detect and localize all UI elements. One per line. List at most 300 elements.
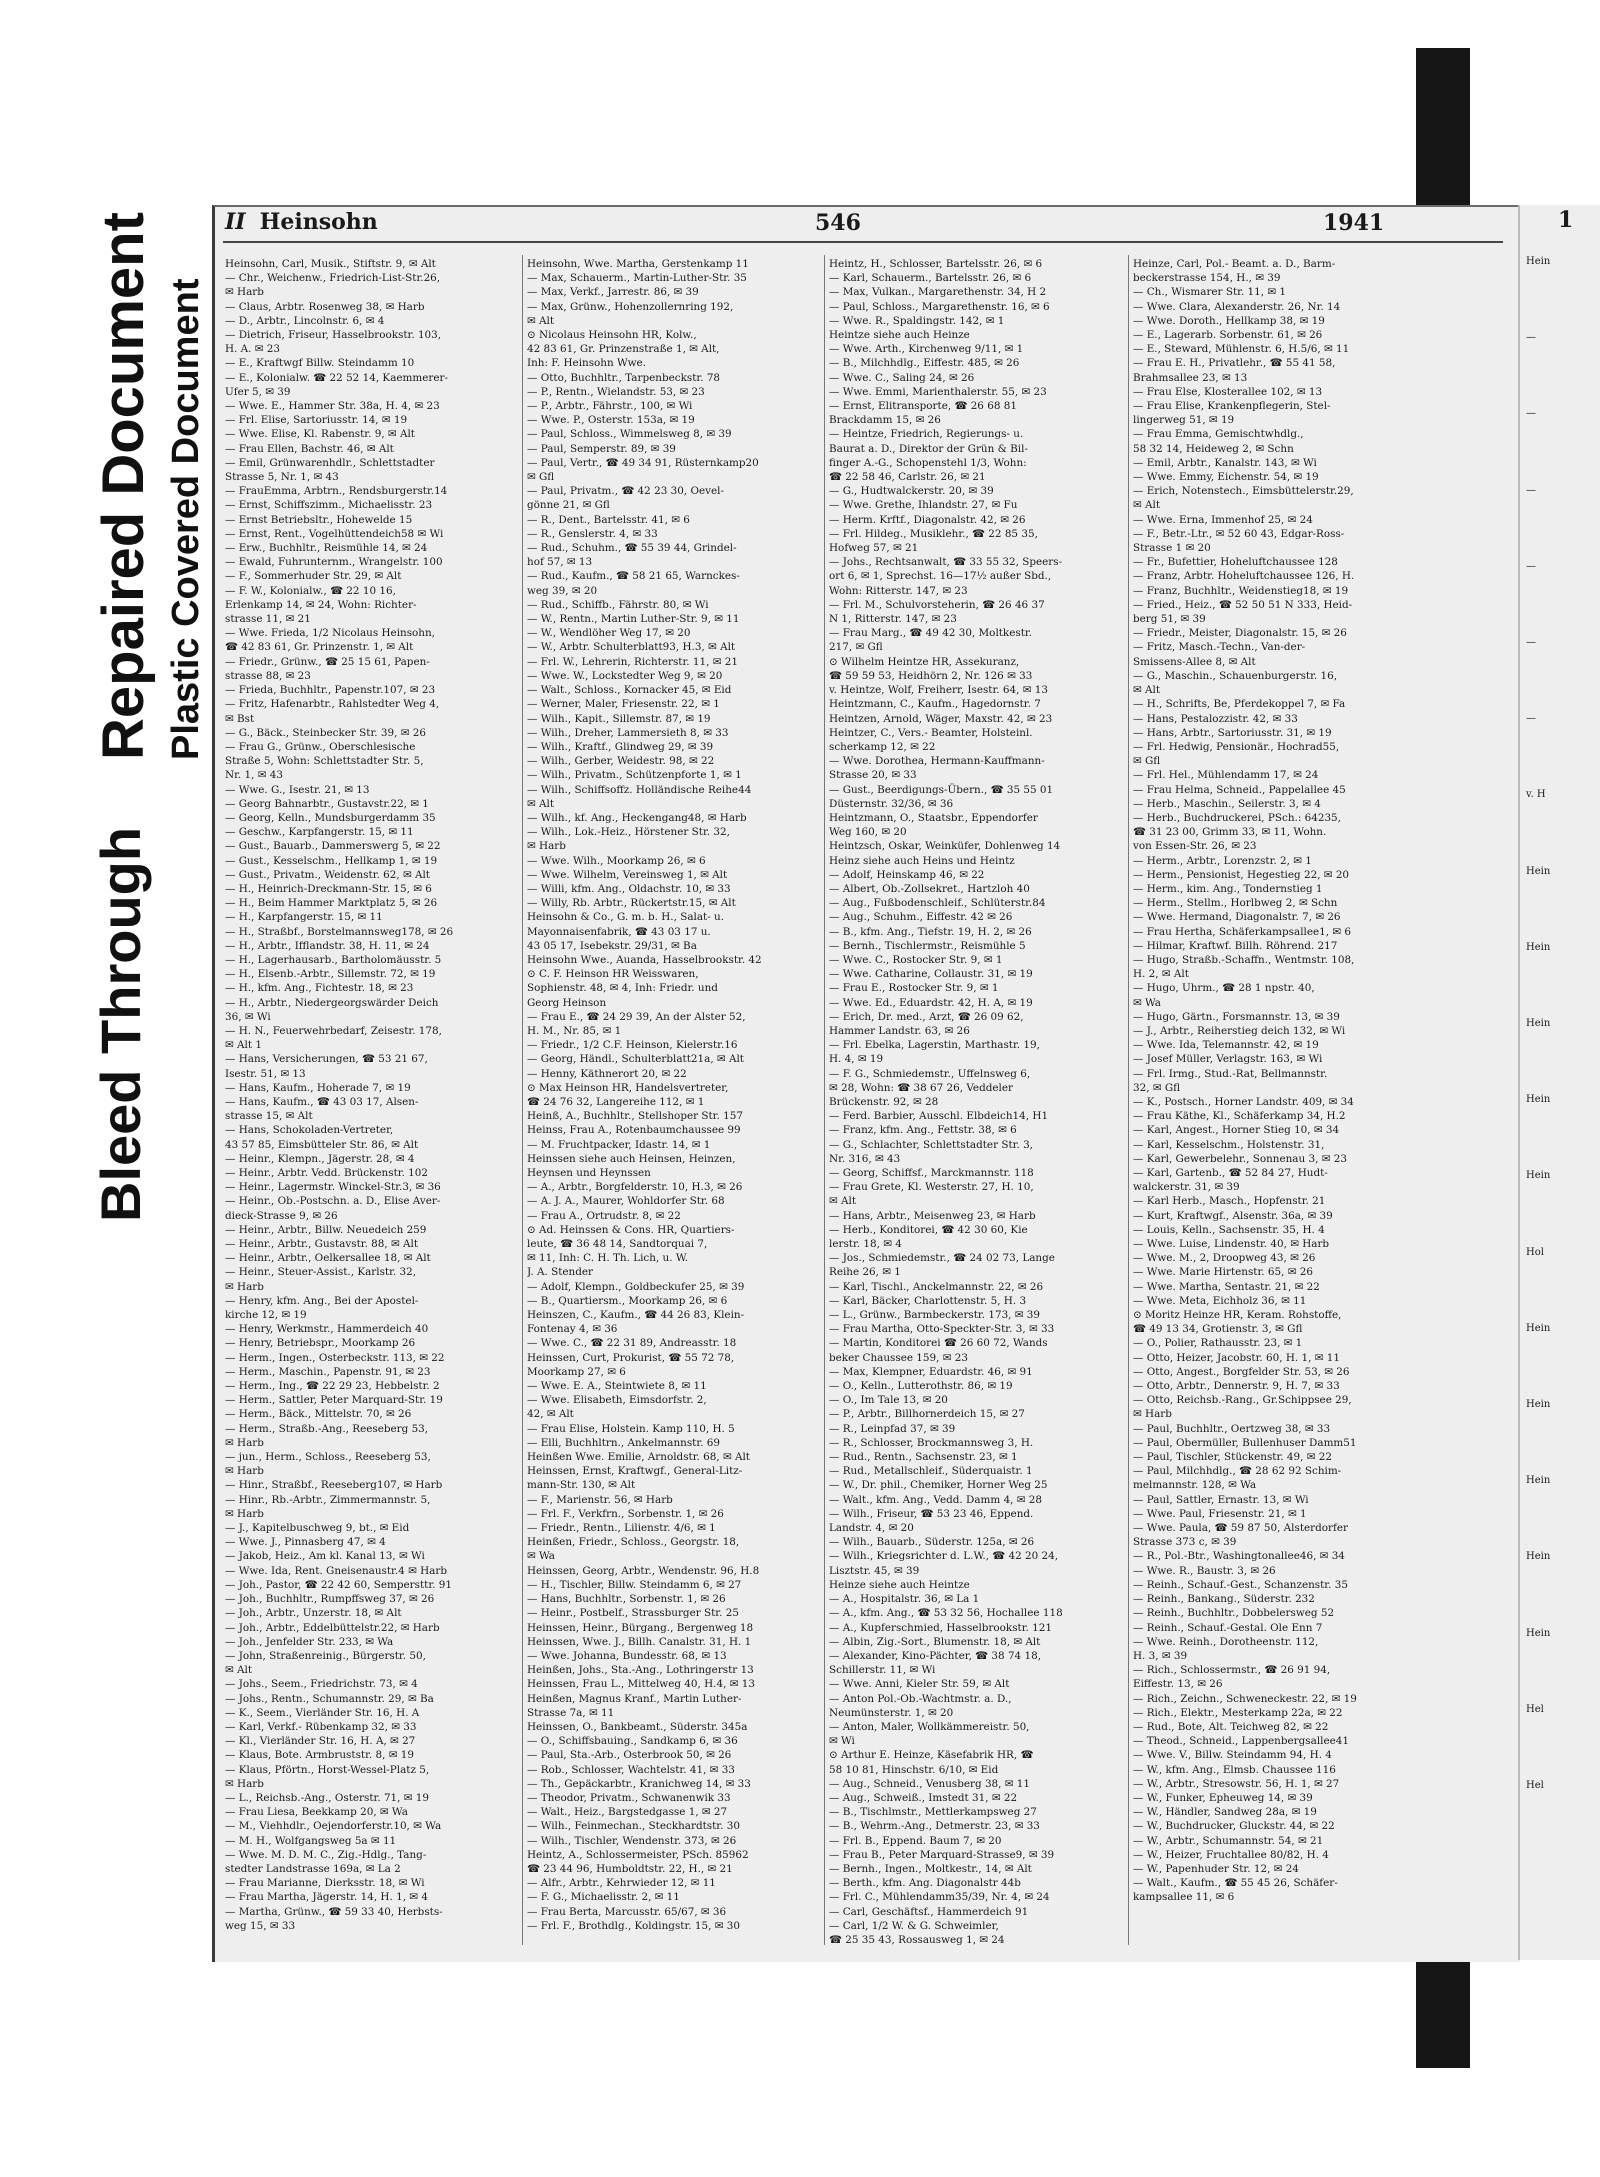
directory-entry: Strasse 5, Nr. 1, ✉ 43 (225, 471, 339, 484)
directory-entry: — Hinr., Rb.-Arbtr., Zimmermannstr. 5, (225, 1493, 431, 1506)
directory-entry: — A., kfm. Ang., ☎ 53 32 56, Hochallee 118 (829, 1607, 1063, 1620)
next-page-fragment: — (1526, 560, 1536, 572)
directory-entry: — Friedr., Meister, Diagonalstr. 15, ✉ 26 (1133, 627, 1347, 640)
directory-entry: — Gust., Privatm., Weidenstr. 62, ✉ Alt (225, 868, 430, 881)
directory-entry: — Wwe. E., Hammer Str. 38a, H. 4, ✉ 23 (225, 400, 440, 413)
directory-entry: — A. J. A., Maurer, Wohldorfer Str. 68 (527, 1195, 725, 1208)
directory-entry: Heintze siehe auch Heinze (829, 329, 970, 342)
directory-entry: — Emil, Grünwarenhdlr., Schlettstadter (225, 456, 435, 469)
directory-entry: — Aug., Schuhm., Eiffestr. 42 ✉ 26 (829, 911, 1013, 924)
directory-entry: — Aug., Fußbodenschleif., Schlüterstr.84 (829, 897, 1046, 910)
directory-entry: — Wilh., kf. Ang., Heckengang48, ✉ Harb (527, 811, 747, 824)
directory-entry: — Rud., Schiffb., Fährstr. 80, ✉ Wi (527, 598, 709, 611)
directory-entry: — Wwe. M., 2, Droopweg 43, ✉ 26 (1133, 1252, 1316, 1265)
directory-entry: — Frau Martha, Jägerstr. 14, H. 1, ✉ 4 (225, 1891, 428, 1904)
directory-entry: Heinssen, Georg, Arbtr., Wendenstr. 96, H.8 (527, 1564, 760, 1577)
directory-entry: — Wwe. Grethe, Ihlandstr. 27, ✉ Fu (829, 499, 1018, 512)
directory-entry: — Alfr., Arbtr., Kehrwieder 12, ✉ 11 (527, 1877, 716, 1890)
directory-entry: — Wilh., Dreher, Lammersieth 8, ✉ 33 (527, 726, 729, 739)
directory-entry: — Otto, Buchhltr., Tarpenbeckstr. 78 (527, 371, 721, 384)
directory-entry: — Berth., kfm. Ang. Diagonalstr 44b (829, 1877, 1021, 1890)
directory-entry: — W., Heizer, Fruchtallee 80/82, H. 4 (1133, 1848, 1329, 1861)
directory-entry: ⊙ C. F. Heinson HR Weisswaren, (527, 968, 699, 981)
directory-entry: Weg 160, ✉ 20 (829, 826, 907, 839)
directory-entry: — Wwe. Hermand, Diagonalstr. 7, ✉ 26 (1133, 911, 1341, 924)
directory-entry: berg 51, ✉ 39 (1133, 613, 1206, 626)
directory-entry: — Frau Martha, Otto-Speckter-Str. 3, ✉ 33 (829, 1323, 1055, 1336)
directory-entry: — Friedr., Grünw., ☎ 25 15 61, Papen- (225, 655, 430, 668)
directory-entry: — Wwe. G., Isestr. 21, ✉ 13 (225, 783, 370, 796)
directory-entry: — Wwe. Anni, Kieler Str. 59, ✉ Alt (829, 1678, 1010, 1691)
directory-entry: — A., Arbtr., Borgfelderstr. 10, H.3, ✉ 26 (527, 1181, 743, 1194)
directory-entry: — Frl. C., Mühlendamm35/39, Nr. 4, ✉ 24 (829, 1891, 1050, 1904)
directory-entry: Brackdamm 15, ✉ 26 (829, 414, 941, 427)
directory-entry: H. A. ✉ 23 (225, 343, 281, 356)
directory-entry: — Anton Pol.-Ob.-Wachtmstr. a. D., (829, 1692, 1012, 1705)
directory-entry: Eiffestr. 13, ✉ 26 (1133, 1678, 1223, 1691)
directory-entry: — Frau Marianne, Dierksstr. 18, ✉ Wi (225, 1877, 425, 1890)
directory-entry: — H., kfm. Ang., Fichtestr. 18, ✉ 23 (225, 982, 414, 995)
directory-entry: — Aug., Schneid., Venusberg 38, ✉ 11 (829, 1777, 1030, 1790)
directory-entry: — Carl, Geschäftsf., Hammerdeich 91 (829, 1905, 1029, 1918)
directory-entry: N 1, Ritterstr. 147, ✉ 23 (829, 613, 957, 626)
directory-entry: — Max, Klempner, Eduardstr. 46, ✉ 91 (829, 1365, 1033, 1378)
directory-entry: — F. W., Kolonialw., ☎ 22 10 16, (225, 584, 396, 597)
directory-entry: Sophienstr. 48, ✉ 4, Inh: Friedr. und (527, 982, 718, 995)
directory-entry: — Anton, Maler, Wollkämmereistr. 50, (829, 1720, 1030, 1733)
next-page-fragment: Hein (1526, 1551, 1551, 1563)
directory-entry: Fontenay 4, ✉ 36 (527, 1323, 618, 1336)
directory-entry: — H., Lagerhausarb., Bartholomäusstr. 5 (225, 953, 442, 966)
directory-entry: — P., Arbtr., Fährstr., 100, ✉ Wi (527, 400, 693, 413)
next-page-fragment: — (1526, 332, 1536, 344)
directory-entry: — Otto, Heizer, Jacobstr. 60, H. 1, ✉ 11 (1133, 1351, 1340, 1364)
directory-entry: — Karl, Gartenb., ☎ 52 84 27, Hudt- (1133, 1167, 1328, 1179)
directory-entry: — Alexander, Kino-Pächter, ☎ 38 74 18, (829, 1649, 1041, 1662)
next-page-fragment: — (1526, 713, 1536, 725)
directory-entry: — Rud., Schuhm., ☎ 55 39 44, Grindel- (527, 542, 737, 555)
directory-entry: — Joh., Jenfelder Str. 233, ✉ Wa (225, 1635, 394, 1648)
directory-entry: — Wwe. Arth., Kirchenweg 9/11, ✉ 1 (829, 343, 1024, 356)
directory-entry: — Walt., kfm. Ang., Vedd. Damm 4, ✉ 28 (829, 1493, 1043, 1506)
directory-entry: — Hans, Versicherungen, ☎ 53 21 67, (225, 1053, 428, 1066)
directory-entry: — Max, Vulkan., Margarethenstr. 34, H 2 (829, 286, 1047, 299)
directory-entry: — Paul, Tischler, Stückenstr. 49, ✉ 22 (1133, 1451, 1332, 1464)
directory-entry: — F., Sommerhuder Str. 29, ✉ Alt (225, 570, 402, 583)
directory-entry: Heinssen, O., Bankbeamt., Süderstr. 345a (527, 1720, 748, 1733)
directory-entry: — W., Dr. phil., Chemiker, Horner Weg 25 (829, 1479, 1048, 1492)
directory-entry: — Martha, Grünw., ☎ 59 33 40, Herbsts- (225, 1905, 443, 1918)
directory-entry: Wohn: Ritterstr. 147, ✉ 23 (829, 584, 968, 597)
directory-entry: — Wwe. Marie Hirtenstr. 65, ✉ 26 (1133, 1266, 1313, 1279)
directory-entry: — Paul, Privatm., ☎ 42 23 30, Oevel- (527, 485, 724, 498)
directory-entry: — Th., Gepäckarbtr., Kranichweg 14, ✉ 33 (527, 1777, 751, 1790)
directory-entry: — Wilh., Tischler, Wendenstr. 373, ✉ 26 (527, 1834, 737, 1847)
directory-entry: — Wwe. R., Baustr. 3, ✉ 26 (1133, 1564, 1276, 1577)
directory-entry: finger A.-G., Schopenstehl 1/3, Wohn: (829, 456, 1027, 469)
directory-entry: — Wwe. C., ☎ 22 31 89, Andreasstr. 18 (527, 1337, 737, 1350)
directory-entry: — H., Arbtr., Ifflandstr. 38, H. 11, ✉ 24 (225, 939, 430, 952)
directory-entry: ☎ 31 23 00, Grimm 33, ✉ 11, Wohn. (1133, 826, 1327, 839)
directory-entry: — Paul, Buchhltr., Oertzweg 38, ✉ 33 (1133, 1422, 1331, 1435)
directory-entry: — P., Arbtr., Billhornerdeich 15, ✉ 27 (829, 1408, 1025, 1421)
directory-entry: — J., Arbtr., Reiherstieg deich 132, ✉ Wi (1133, 1024, 1346, 1037)
directory-entry: 43 57 85, Eimsbütteler Str. 86, ✉ Alt (225, 1138, 419, 1151)
next-page-edge (1518, 205, 1600, 1960)
directory-entry: — E., Steward, Mühlenstr. 6, H.5/6, ✉ 11 (1133, 343, 1350, 356)
directory-entry: — Georg Bahnarbtr., Gustavstr.22, ✉ 1 (225, 797, 429, 810)
directory-entry: — Frau Ellen, Bachstr. 46, ✉ Alt (225, 442, 394, 455)
directory-entry: ✉ 11, Inh: C. H. Th. Lich, u. W. (527, 1252, 689, 1265)
directory-entry: — Reinh., Bankang., Süderstr. 232 (1133, 1593, 1315, 1606)
directory-entry: — Jos., Schmiedemstr., ☎ 24 02 73, Lange (829, 1252, 1055, 1265)
directory-entry: — W., Arbtr. Schulterblatt93, H.3, ✉ Alt (527, 641, 736, 654)
directory-entry: — Wwe. Wilhelm, Vereinsweg 1, ✉ Alt (527, 868, 728, 881)
directory-entry: — B., Milchhdlg., Eiffestr. 485, ✉ 26 (829, 357, 1020, 370)
directory-entry: — FrauEmma, Arbtrn., Rendsburgerstr.14 (225, 485, 448, 498)
directory-entry: Heinssen, Ernst, Kraftwgf., General-Litz- (527, 1465, 743, 1478)
directory-entry: ☎ 49 13 34, Grotienstr. 3, ✉ Gfl (1133, 1323, 1303, 1336)
directory-entry: — Willi, kfm. Ang., Oldachstr. 10, ✉ 33 (527, 882, 731, 895)
directory-entry: — F., Betr.-Ltr., ✉ 52 60 43, Edgar-Ross- (1133, 527, 1345, 540)
directory-entry: — Frau Elise, Krankenpflegerin, Stel- (1133, 400, 1331, 413)
directory-entry: beckerstrasse 154, H., ✉ 39 (1133, 272, 1281, 285)
directory-entry: — Henry, Werkmstr., Hammerdeich 40 (225, 1323, 429, 1336)
directory-entry: — Franz, Buchhltr., Weidenstieg18, ✉ 19 (1133, 584, 1349, 597)
directory-entry: — Paul, Sta.-Arb., Osterbrook 50, ✉ 26 (527, 1749, 732, 1762)
directory-entry: — Gust., Kesselschm., Hellkamp 1, ✉ 19 (225, 854, 438, 867)
directory-entry: H. 2, ✉ Alt (1133, 968, 1189, 981)
directory-entry: — W., Händler, Sandweg 28a, ✉ 19 (1133, 1806, 1317, 1819)
directory-entry: 43 05 17, Isebekstr. 29/31, ✉ Ba (527, 939, 697, 952)
directory-entry: Heintz, A., Schlossermeister, PSch. 85962 (527, 1848, 749, 1861)
bleed-through-label: Bleed Through (89, 826, 152, 1222)
directory-entry: — Rob., Schlosser, Wachtelstr. 41, ✉ 33 (527, 1763, 735, 1776)
directory-entry: — Reinh., Schauf.-Gest., Schanzenstr. 35 (1133, 1578, 1348, 1591)
directory-entry: — Gust., Beerdigungs-Übern., ☎ 35 55 01 (829, 783, 1054, 796)
directory-entry: — Frl. F., Verkfrn., Sorbenstr. 1, ✉ 26 (527, 1507, 724, 1520)
directory-entry: — Hinr., Straßbf., Reeseberg107, ✉ Harb (225, 1479, 443, 1492)
directory-entry: Heintzmann, C., Kaufm., Hagedornstr. 7 (829, 698, 1041, 711)
directory-entry: — L., Reichsb.-Ang., Osterstr. 71, ✉ 19 (225, 1791, 430, 1804)
directory-entry: — O., Kelln., Lutterothstr. 86, ✉ 19 (829, 1380, 1013, 1393)
directory-entry: — Wwe. Paula, ☎ 59 87 50, Alsterdorfer (1133, 1522, 1348, 1535)
directory-entry: — D., Arbtr., Lincolnstr. 6, ✉ 4 (225, 314, 385, 327)
directory-entry: — Wilh., Kriegsrichter d. L.W., ☎ 42 20 24, (829, 1550, 1059, 1563)
directory-entry: — Hans, Arbtr., Sartoriusstr. 31, ✉ 19 (1133, 726, 1332, 739)
directory-entry: — Frl. Hel., Mühlendamm 17, ✉ 24 (1133, 769, 1319, 782)
directory-entry: — Herm., Sattler, Peter Marquard-Str. 19 (225, 1394, 443, 1407)
directory-entry: — Frl. W., Lehrerin, Richterstr. 11, ✉ 21 (527, 655, 738, 668)
directory-entry: — Wwe. Reinh., Dorotheenstr. 112, (1133, 1635, 1319, 1648)
directory-entry: — Frau Grete, Kl. Westerstr. 27, H. 10, (829, 1181, 1034, 1194)
directory-entry: — Wwe. Frieda, 1/2 Nicolaus Heinsohn, (225, 627, 435, 640)
directory-entry: — Walt., Schloss., Kornacker 45, ✉ Eid (527, 684, 732, 697)
directory-entry: Heinss, Frau A., Rotenbaumchaussee 99 (527, 1124, 741, 1137)
directory-entry: — Rud., Rentn., Sachsenstr. 23, ✉ 1 (829, 1451, 1018, 1464)
directory-entry: — Herm., Bäck., Mittelstr. 70, ✉ 26 (225, 1408, 412, 1421)
directory-entry: — Bernh., Ingen., Moltkestr., 14, ✉ Alt (829, 1862, 1032, 1875)
directory-entry: — Wilh., Bauarb., Süderstr. 125a, ✉ 26 (829, 1536, 1035, 1549)
directory-entry: — Martin, Konditorei ☎ 26 60 72, Wands (829, 1337, 1048, 1350)
directory-entry: — Klaus, Pförtn., Horst-Wessel-Platz 5, (225, 1763, 430, 1776)
directory-entry: Georg Heinson (527, 996, 607, 1009)
directory-entry: stedter Landstrasse 169a, ✉ La 2 (225, 1862, 401, 1875)
directory-entry: — Georg, Schiffsf., Marckmannstr. 118 (829, 1167, 1034, 1179)
directory-entry: — Fritz, Masch.-Techn., Van-der- (1133, 641, 1306, 654)
directory-entry: Strasse 1 ✉ 20 (1133, 542, 1211, 555)
directory-entry: — John, Straßenreinig., Bürgerstr. 50, (225, 1649, 426, 1662)
directory-entry: strasse 88, ✉ 23 (225, 669, 311, 682)
directory-entry: kirche 12, ✉ 19 (225, 1309, 307, 1322)
directory-entry: — Ferd. Barbier, Ausschl. Elbdeich14, H1 (829, 1110, 1049, 1123)
directory-entry: — Heinr., Arbtr., Gustavstr. 88, ✉ Alt (225, 1238, 419, 1251)
directory-entry: — Hans, Pestalozzistr. 42, ✉ 33 (1133, 712, 1298, 725)
column-divider (1128, 255, 1129, 1945)
directory-entry: — Frl. F., Brothdlg., Koldingstr. 15, ✉ 30 (527, 1919, 740, 1932)
directory-entry: — Wwe. Dorothea, Hermann-Kauffmann- (829, 755, 1045, 768)
directory-entry: — Wwe. V., Billw. Steindamm 94, H. 4 (1133, 1749, 1332, 1762)
directory-entry: 42, ✉ Alt (527, 1408, 574, 1421)
directory-entry: — Wwe. Catharine, Collaustr. 31, ✉ 19 (829, 968, 1033, 981)
directory-entry: — Rud., Kaufm., ☎ 58 21 65, Warnckes- (527, 570, 740, 583)
directory-entry: 58 10 81, Hinschstr. 6/10, ✉ Eid (829, 1763, 999, 1776)
directory-column-4 (1133, 257, 1425, 1905)
directory-entry: — Erich, Notenstech., Eimsbüttelerstr.29, (1133, 485, 1354, 498)
directory-entry: — A., Kupferschmied, Hasselbrookstr. 121 (829, 1621, 1052, 1634)
directory-entry: — W., Buchdrucker, Gluckstr. 44, ✉ 22 (1133, 1820, 1335, 1833)
directory-entry: ☎ 59 59 53, Heidhörn 2, Nr. 126 ✉ 33 (829, 669, 1033, 682)
directory-entry: — G., Maschin., Schauenburgerstr. 16, (1133, 669, 1338, 682)
directory-entry: — Frieda, Buchhltr., Papenstr.107, ✉ 23 (225, 684, 436, 697)
directory-entry: strasse 11, ✉ 21 (225, 613, 311, 626)
directory-entry: Düsternstr. 32/36, ✉ 36 (829, 797, 954, 810)
directory-entry: — M., Viehhdlr., Oejendorferstr.10, ✉ Wa (225, 1820, 442, 1833)
next-page-fragment: — (1526, 637, 1536, 649)
directory-entry: mann-Str. 130, ✉ Alt (527, 1479, 636, 1492)
directory-entry: ⊙ Moritz Heinze HR, Keram. Rohstoffe, (1133, 1309, 1342, 1322)
directory-entry: — Karl, Verkf.- Rübenkamp 32, ✉ 33 (225, 1720, 417, 1733)
directory-entry: Nr. 316, ✉ 43 (829, 1152, 901, 1165)
directory-entry: — Albert, Ob.-Zollsekret., Hartzloh 40 (829, 882, 1030, 895)
directory-entry: ✉ Bst (225, 712, 255, 725)
section-numeral: II (225, 209, 246, 235)
directory-entry: — Frau Elise, Holstein. Kamp 110, H. 5 (527, 1422, 735, 1435)
directory-entry: — Friedr., Rentn., Lilienstr. 4/6, ✉ 1 (527, 1522, 716, 1535)
directory-entry: — Henry, kfm. Ang., Bei der Apostel- (225, 1294, 419, 1307)
directory-entry: — Karl, Gewerbelehr., Sonnenau 3, ✉ 23 (1133, 1152, 1347, 1165)
directory-entry: beker Chaussee 159, ✉ 23 (829, 1351, 968, 1364)
directory-entry: — Paul, Obermüller, Bullenhuser Damm51 (1133, 1436, 1357, 1449)
directory-entry: — Paul, Vertr., ☎ 49 34 91, Rüsternkamp20 (527, 456, 759, 469)
directory-entry: — Georg, Händl., Schulterblatt21a, ✉ Alt (527, 1053, 744, 1066)
directory-entry: Strasse 7a, ✉ 11 (527, 1706, 615, 1719)
directory-entry: — Ernst, Elitransporte, ☎ 26 68 81 (829, 400, 1017, 413)
directory-entry: Mayonnaisenfabrik, ☎ 43 03 17 u. (527, 925, 711, 938)
directory-entry: — Hans, Schokoladen-Vertreter, (225, 1124, 394, 1137)
directory-entry: 217, ✉ Gfl (829, 641, 883, 654)
directory-entry: — H., Schrifts, Be, Pferdekoppel 7, ✉ Fa (1133, 698, 1346, 711)
directory-entry: — O., Polier, Rathausstr. 23, ✉ 1 (1133, 1337, 1303, 1350)
directory-entry: Heynsen und Heynssen (527, 1167, 651, 1179)
directory-entry: — Rud., Metallschleif., Süderquaistr. 1 (829, 1465, 1033, 1478)
directory-entry: — Wwe. Johanna, Bundesstr. 68, ✉ 13 (527, 1649, 727, 1662)
directory-entry: — Reinh., Buchhltr., Dobbelersweg 52 (1133, 1607, 1335, 1620)
directory-entry: — Hans, Buchhltr., Sorbenstr. 1, ✉ 26 (527, 1593, 726, 1606)
directory-entry: ort 6, ✉ 1, Sprechst. 16—17½ außer Sbd., (829, 570, 1052, 583)
directory-entry: — Frau E., ☎ 24 29 39, An der Alster 52, (527, 1010, 746, 1023)
next-page-fragment: Hein (1526, 1094, 1551, 1106)
directory-entry: ✉ Harb (225, 1507, 264, 1520)
directory-entry: weg 39, ✉ 20 (527, 584, 598, 597)
directory-entry: — H., Karpfangerstr. 15, ✉ 11 (225, 911, 383, 924)
directory-entry: — J., Kapitelbuschweg 9, bt., ✉ Eid (225, 1522, 410, 1535)
directory-entry: H. 4, ✉ 19 (829, 1053, 884, 1066)
directory-entry: Landstr. 4, ✉ 20 (829, 1522, 914, 1535)
directory-entry: — W., Wendlöher Weg 17, ✉ 20 (527, 627, 691, 640)
directory-entry: dieck-Strasse 9, ✉ 26 (225, 1209, 338, 1222)
directory-entry: Heintzmann, O., Staatsbr., Eppendorfer (829, 811, 1038, 824)
directory-entry: — Kl., Vierländer Str. 16, H. A, ✉ 27 (225, 1735, 416, 1748)
directory-entry: lingerweg 51, ✉ 19 (1133, 414, 1235, 427)
directory-entry: — A., Hospitalstr. 36, ✉ La 1 (829, 1593, 980, 1606)
directory-entry: — Frau B., Peter Marquard-Strasse9, ✉ 39 (829, 1848, 1055, 1861)
next-page-fragments (1526, 255, 1550, 1855)
directory-entry: — Walt., Heiz., Bargstedgasse 1, ✉ 27 (527, 1806, 728, 1819)
directory-entry: — Herb., Buchdruckerei, PSch.: 64235, (1133, 811, 1341, 824)
directory-entry: — Ch., Wismarer Str. 11, ✉ 1 (1133, 286, 1287, 299)
directory-entry: — Chr., Weichenw., Friedrich-List-Str.26, (225, 272, 441, 285)
directory-entry: — Klaus, Bote. Armbruststr. 8, ✉ 19 (225, 1749, 414, 1762)
directory-entry: — Willy, Rb. Arbtr., Rückertstr.15, ✉ Alt (527, 897, 736, 910)
directory-entry: — Wwe. E. A., Steintwiete 8, ✉ 11 (527, 1380, 707, 1393)
directory-entry: — Frau Käthe, Kl., Schäferkamp 34, H.2 (1133, 1110, 1346, 1123)
directory-entry: — W., Papenhuder Str. 12, ✉ 24 (1133, 1862, 1299, 1875)
directory-entry: Erlenkamp 14, ✉ 24, Wohn: Richter- (225, 598, 417, 611)
next-page-fragment: — (1526, 408, 1536, 420)
directory-entry: — W., Funker, Epheuweg 14, ✉ 39 (1133, 1791, 1313, 1804)
directory-entry: — F. G., Schmiedemstr., Uffelnsweg 6, (829, 1067, 1031, 1080)
directory-entry: — Herm., Maschin., Papenstr. 91, ✉ 23 (225, 1365, 431, 1378)
directory-entry: — Albin, Zig.-Sort., Blumenstr. 18, ✉ Alt (829, 1635, 1041, 1648)
directory-entry: — Paul, Schloss., Margarethenstr. 16, ✉ 6 (829, 300, 1050, 313)
directory-entry: Heintzen, Arnold, Wäger, Maxstr. 42, ✉ 23 (829, 712, 1053, 725)
directory-entry: — G., Schlachter, Schlettstadter Str. 3, (829, 1138, 1033, 1151)
directory-entry: Heintz, H., Schlosser, Bartelsstr. 26, ✉ 6 (829, 258, 1043, 270)
next-page-fragment: Hein (1526, 1170, 1551, 1182)
next-page-fragment: Hein (1526, 1399, 1551, 1411)
directory-entry: — Karl, Angest., Horner Stieg 10, ✉ 34 (1133, 1124, 1340, 1137)
directory-entry: — Hans, Arbtr., Meisenweg 23, ✉ Harb (829, 1209, 1036, 1222)
header-rule (223, 241, 1503, 243)
column-divider (522, 255, 523, 1945)
directory-entry: Neumünsterstr. 1, ✉ 20 (829, 1706, 954, 1719)
directory-entry: ✉ Wa (527, 1550, 555, 1563)
directory-entry: — Friedr., 1/2 C.F. Heinson, Kielerstr.16 (527, 1039, 738, 1052)
next-page-fragment: v. H (1526, 789, 1546, 801)
directory-entry: — Heinr., Arbtr., Oelkersallee 18, ✉ Alt (225, 1252, 431, 1265)
next-page-fragment: Hein (1526, 1322, 1551, 1334)
next-page-header: 1 (1558, 207, 1574, 233)
directory-entry: ✉ Harb (225, 1465, 264, 1478)
directory-entry: lerstr. 18, ✉ 4 (829, 1238, 902, 1251)
page-header (215, 207, 1515, 241)
directory-entry: — R., Dent., Bartelsstr. 41, ✉ 6 (527, 513, 690, 526)
directory-entry: — Wwe. C., Saling 24, ✉ 26 (829, 371, 975, 384)
directory-entry: ✉ 28, Wohn: ☎ 38 67 26, Veddeler (829, 1081, 1013, 1094)
directory-entry: — Walt., Kaufm., ☎ 55 45 26, Schäfer- (1133, 1877, 1338, 1890)
directory-entry: — Theodor, Privatm., Schwanenwik 33 (527, 1791, 731, 1804)
directory-entry: — Paul, Milchhdlg., ☎ 28 62 92 Schim- (1133, 1465, 1342, 1478)
plastic-covered-label: Plastic Covered Document (165, 278, 207, 760)
directory-entry: — Wwe. Martha, Sentastr. 21, ✉ 22 (1133, 1280, 1320, 1293)
repaired-document-label: Repaired Document (91, 212, 156, 760)
directory-entry: — Theod., Schneid., Lappenbergsallee41 (1133, 1735, 1349, 1748)
directory-entry: — B., kfm. Ang., Tiefstr. 19, H. 2, ✉ 26 (829, 925, 1032, 938)
directory-entry: — Josef Müller, Verlagstr. 163, ✉ Wi (1133, 1053, 1323, 1066)
directory-entry: — Heinr., Klempn., Jägerstr. 28, ✉ 4 (225, 1152, 415, 1165)
directory-entry: — Wwe. Luise, Lindenstr. 40, ✉ Harb (1133, 1238, 1330, 1251)
directory-entry: — Johs., Rentn., Schumannstr. 29, ✉ Ba (225, 1692, 434, 1705)
directory-entry: — Karl, Bäcker, Charlottenstr. 5, H. 3 (829, 1294, 1027, 1307)
directory-entry: — Herm., Arbtr., Lorenzstr. 2, ✉ 1 (1133, 854, 1312, 867)
directory-entry: — Wwe. Paul, Friesenstr. 21, ✉ 1 (1133, 1507, 1307, 1520)
directory-entry: ✉ Alt (527, 797, 555, 810)
directory-entry: — Heintze, Friedrich, Regierungs- u. (829, 428, 1024, 441)
directory-entry: — B., Tischlmstr., Mettlerkampsweg 27 (829, 1806, 1037, 1819)
directory-entry: — Heinr., Arbtr. Vedd. Brückenstr. 102 (225, 1167, 429, 1179)
directory-entry: — Ernst, Schiffszimm., Michaelisstr. 23 (225, 499, 433, 512)
directory-entry: Heinssen, Heinr., Bürgang., Bergenweg 18 (527, 1621, 754, 1634)
directory-entry: 36, ✉ Wi (225, 1010, 271, 1023)
next-page-fragment: Hein (1526, 1627, 1551, 1639)
directory-entry: — Dietrich, Friseur, Hasselbrookstr. 103, (225, 329, 442, 342)
directory-entry: — Fr., Bufettier, Hoheluftchaussee 128 (1133, 556, 1338, 569)
next-page-fragment: Hein (1526, 865, 1551, 877)
directory-entry: — Herm., Ing., ☎ 22 29 23, Hebbelstr. 2 (225, 1380, 440, 1393)
directory-entry: — G., Bäck., Steinbecker Str. 39, ✉ 26 (225, 726, 426, 739)
directory-entry: — Wwe. Clara, Alexanderstr. 26, Nr. 14 (1133, 300, 1341, 313)
directory-entry: Heinze siehe auch Heintze (829, 1578, 970, 1591)
directory-entry: — Carl, 1/2 W. & G. Schweimler, (829, 1919, 999, 1932)
directory-entry: — Elli, Buchhltrn., Ankelmannstr. 69 (527, 1436, 721, 1449)
directory-entry: — Henry, Betriebspr., Moorkamp 26 (225, 1337, 416, 1350)
directory-entry: — Ernst, Rent., Vogelhüttendeich58 ✉ Wi (225, 527, 444, 540)
directory-entry: — Georg, Kelln., Mundsburgerdamm 35 (225, 811, 436, 824)
directory-entry: — Karl, Kesselschm., Holstenstr. 31, (1133, 1138, 1325, 1151)
directory-entry: — Frau Else, Klosterallee 102, ✉ 13 (1133, 385, 1323, 398)
directory-entry: — Rich., Zeichn., Schweneckestr. 22, ✉ 19 (1133, 1692, 1357, 1705)
directory-entry: — W., Arbtr., Schumannstr. 54, ✉ 21 (1133, 1834, 1324, 1847)
directory-entry: — F. G., Michaelisstr. 2, ✉ 11 (527, 1891, 680, 1904)
directory-entry: — Erw., Buchhltr., Reismühle 14, ✉ 24 (225, 542, 428, 555)
directory-entry: — Wilh., Kapit., Sillemstr. 87, ✉ 19 (527, 712, 711, 725)
directory-entry: — Hans, Kaufm., Hoherade 7, ✉ 19 (225, 1081, 411, 1094)
directory-entry: — Frau Liesa, Beekkamp 20, ✉ Wa (225, 1806, 408, 1819)
directory-entry: — Herm. Krftf., Diagonalstr. 42, ✉ 26 (829, 513, 1026, 526)
directory-entry: — Herm., Ingen., Osterbeckstr. 113, ✉ 22 (225, 1351, 445, 1364)
directory-entry: — Hugo, Uhrm., ☎ 28 1 npstr. 40, (1133, 982, 1315, 995)
directory-entry: — R., Pol.-Btr., Washingtonallee46, ✉ 34 (1133, 1550, 1345, 1563)
directory-column-2 (527, 257, 819, 1933)
directory-entry: — B., Wehrm.-Ang., Detmerstr. 23, ✉ 33 (829, 1820, 1040, 1833)
directory-entry: Heinsohn, Wwe. Martha, Gerstenkamp 11 (527, 258, 749, 270)
directory-entry: — R., Schlosser, Brockmannsweg 3, H. (829, 1436, 1034, 1449)
directory-entry: — Frau Hertha, Schäferkampsallee1, ✉ 6 (1133, 925, 1351, 938)
directory-entry: ⊙ Arthur E. Heinze, Käsefabrik HR, ☎ (829, 1749, 1034, 1762)
directory-entry: Heinz siehe auch Heins und Heintz (829, 854, 1015, 867)
directory-entry: — Wwe. Wilh., Moorkamp 26, ✉ 6 (527, 854, 706, 867)
